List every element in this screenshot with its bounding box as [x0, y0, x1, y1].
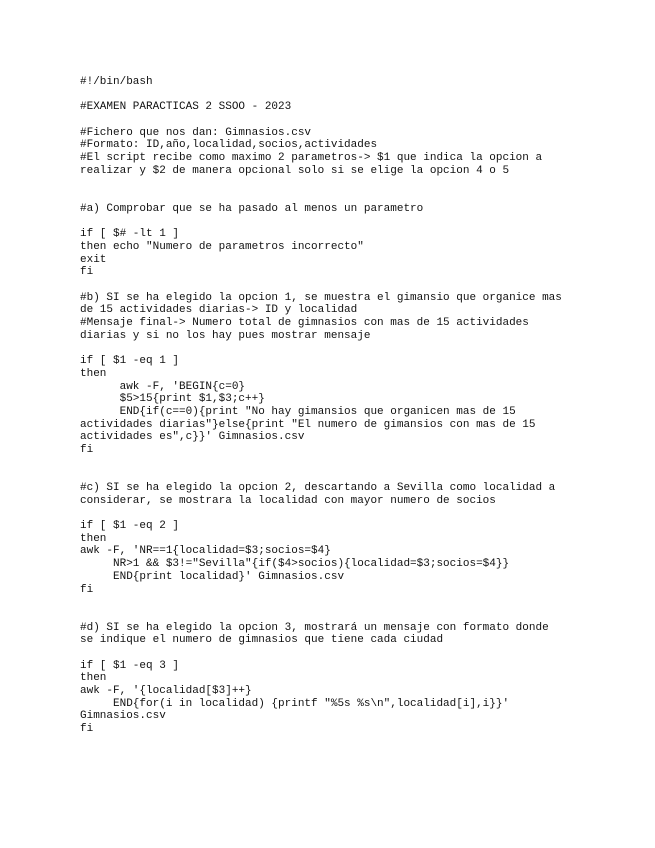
code-line: fi — [80, 723, 94, 736]
code-line: #El script recibe como maximo 2 parametros-> $1 que indica la opcion a — [80, 152, 543, 165]
code-line: then echo "Numero de parametros incorrecto" — [80, 240, 364, 253]
code-line: diarias y si no los hay pues mostrar mensaje — [80, 329, 371, 342]
code-line: NR>1 && $3!="Sevilla"{if($4>socios){localidad=$3;socios=$4}} — [80, 558, 510, 571]
blank-line — [80, 89, 640, 102]
code-line: END{for(i in localidad) {printf "%5s %s\n",localidad[i],i}}' — [80, 697, 510, 710]
code-line: #b) SI se ha elegido la opcion 1, se muestra el gimansio que organice mas — [80, 291, 562, 304]
code-line: actividades es",c}}' Gimnasios.csv — [80, 431, 305, 444]
code-line: de 15 actividades diarias-> ID y localidad — [80, 304, 358, 317]
script-listing — [80, 76, 640, 736]
code-line: awk -F, 'BEGIN{c=0} — [80, 380, 246, 393]
code-line: considerar, se mostrara la localidad con mayor numero de socios — [80, 494, 496, 507]
code-line: END{print localidad}' Gimnasios.csv — [80, 570, 345, 583]
blank-line — [80, 342, 640, 355]
blank-line — [80, 279, 640, 292]
code-line: awk -F, '{localidad[$3]++} — [80, 685, 252, 697]
blank-line — [80, 457, 640, 470]
code-line: fi — [80, 266, 94, 279]
code-line: #d) SI se ha elegido la opcion 3, mostrará un mensaje con formato donde — [80, 621, 549, 634]
code-line: #Formato: ID,año,localidad,socios,actividades — [80, 139, 378, 152]
blank-line — [80, 647, 640, 660]
code-line: if [ $1 -eq 2 ] — [80, 520, 180, 533]
code-line: then — [80, 532, 107, 545]
blank-line — [80, 469, 640, 482]
code-line: fi — [80, 443, 94, 456]
code-line: #Fichero que nos dan: Gimnasios.csv — [80, 126, 312, 139]
code-line: realizar y $2 de manera opcional solo si se elige la opcion 4 o 5 — [80, 164, 510, 177]
code-line: se indique el numero de gimnasios que tiene cada ciudad — [80, 634, 444, 647]
blank-line — [80, 507, 640, 520]
code-line: if [ $1 -eq 1 ] — [80, 355, 180, 368]
code-line: fi — [80, 583, 94, 596]
blank-line — [80, 596, 640, 609]
code-line: actividades diarias"}else{print "El numero de gimansios con mas de 15 — [80, 418, 536, 431]
code-line: awk -F, 'NR==1{localidad=$3;socios=$4} — [80, 545, 331, 558]
code-line: then — [80, 367, 107, 380]
code-line: #!/bin/bash — [80, 76, 153, 88]
blank-line — [80, 114, 640, 127]
blank-line — [80, 178, 640, 191]
code-line: Gimnasios.csv — [80, 710, 166, 723]
code-line: END{if(c==0){print "No hay gimansios que organicen mas de 15 — [80, 405, 516, 418]
code-line: $5>15{print $1,$3;c++} — [80, 393, 265, 406]
code-line: #a) Comprobar que se ha pasado al menos un parametro — [80, 202, 424, 215]
code-line: then — [80, 672, 107, 685]
blank-line — [80, 609, 640, 622]
code-line: #c) SI se ha elegido la opcion 2, descartando a Sevilla como localidad a — [80, 482, 556, 494]
blank-line — [80, 190, 640, 203]
code-line: exit — [80, 253, 107, 266]
code-line: #Mensaje final-> Numero total de gimnasios con mas de 15 actividades — [80, 317, 529, 330]
code-line: if [ $1 -eq 3 ] — [80, 659, 180, 672]
code-line: #EXAMEN PARACTICAS 2 SSOO - 2023 — [80, 101, 292, 114]
blank-line — [80, 216, 640, 229]
code-line: if [ $# -lt 1 ] — [80, 228, 180, 241]
